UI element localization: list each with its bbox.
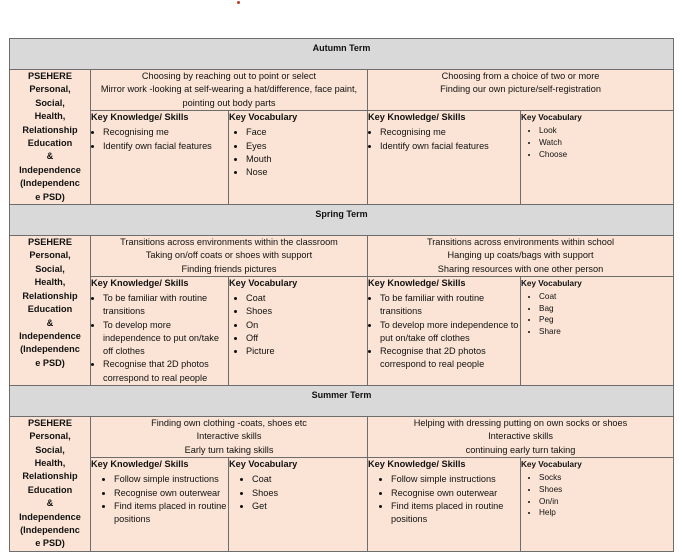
vocab-item: • Socks — [539, 472, 673, 484]
vocab-cell-left — [229, 277, 368, 385]
term-header-row — [10, 385, 674, 416]
vocab-item: • Coat — [252, 473, 367, 486]
vocab-heading: Key Vocabulary — [521, 113, 582, 123]
knowledge-item: • Recognise own outerwear — [391, 487, 520, 500]
term-header-row — [10, 205, 674, 236]
intro-text-left: Transitions across environments within the classroom Taking on/off coats or shoes with support Finding friends pictures — [91, 236, 368, 277]
vocab-item: • Get — [252, 500, 367, 513]
curriculum-table — [9, 38, 674, 552]
knowledge-heading: Key Knowledge/ Skills — [368, 278, 466, 289]
knowledge-cell-right — [368, 277, 521, 385]
knowledge-item: • Find items placed in routine positions — [114, 500, 228, 526]
vocab-item: • Off — [246, 332, 367, 345]
vocab-item: • Mouth — [246, 153, 367, 166]
knowledge-item: • Find items placed in routine positions — [391, 500, 520, 526]
vocab-item: • Eyes — [246, 140, 367, 153]
vocab-item: • Picture — [246, 345, 367, 358]
term-title: Summer Term — [10, 385, 674, 416]
vocab-item: • Look — [539, 125, 673, 137]
intro-text-right: Helping with dressing putting on own socks or shoes Interactive skills continuing early turn taking — [368, 416, 674, 458]
subject-label: PSEHERE Personal, Social, Health, Relationship Education & Independence (Independenc e PSD) — [10, 416, 91, 551]
vocab-heading: Key Vocabulary — [229, 112, 298, 123]
vocab-item: • Shoes — [539, 484, 673, 496]
vocab-item: • Peg — [539, 314, 673, 326]
knowledge-item: • To develop more independence to put on/take off clothes — [380, 319, 520, 345]
vocab-item: • Coat — [539, 291, 673, 303]
vocab-item: • Coat — [246, 292, 367, 305]
knowledge-cell-left — [91, 111, 229, 205]
vocab-heading: Key Vocabulary — [229, 278, 298, 289]
knowledge-cell-left — [91, 277, 229, 385]
knowledge-cell-left — [91, 458, 229, 551]
knowledge-item: • Follow simple instructions — [114, 473, 228, 486]
vocab-item: • Share — [539, 326, 673, 338]
vocab-item: • Watch — [539, 137, 673, 149]
vocab-cell-right — [521, 458, 674, 551]
detail-row — [10, 111, 674, 205]
knowledge-item: • Recognising me — [380, 126, 520, 139]
knowledge-item: • Recognise that 2D photos correspond to real people — [380, 345, 520, 371]
vocab-heading: Key Vocabulary — [521, 460, 582, 470]
knowledge-heading: Key Knowledge/ Skills — [91, 459, 189, 470]
vocab-item: • Shoes — [252, 487, 367, 500]
intro-text-left: Finding own clothing -coats, shoes etc Interactive skills Early turn taking skills — [91, 416, 368, 458]
knowledge-item: • To be familiar with routine transitions — [103, 292, 228, 318]
knowledge-item: • Recognise that 2D photos correspond to real people — [103, 358, 228, 384]
vocab-item: • Bag — [539, 303, 673, 315]
detail-row — [10, 458, 674, 551]
intro-text-right: Choosing from a choice of two or more Finding our own picture/self-registration — [368, 70, 674, 111]
intro-text-right: Transitions across environments within school Hanging up coats/bags with support Sharing resources with one other person — [368, 236, 674, 277]
intro-row — [10, 236, 674, 277]
knowledge-heading: Key Knowledge/ Skills — [91, 112, 189, 123]
knowledge-item: • Identify own facial features — [380, 140, 520, 153]
vocab-item: • Help — [539, 507, 673, 519]
knowledge-item: • Recognising me — [103, 126, 228, 139]
subject-label: PSEHERE Personal, Social, Health, Relationship Education & Independence (Independenc e PSD) — [10, 236, 91, 386]
vocab-cell-right — [521, 277, 674, 385]
knowledge-heading: Key Knowledge/ Skills — [368, 459, 466, 470]
vocab-cell-left — [229, 458, 368, 551]
term-title: Spring Term — [10, 205, 674, 236]
subject-label: PSEHERE Personal, Social, Health, Relationship Education & Independence (Independenc e PSD) — [10, 70, 91, 205]
knowledge-cell-right — [368, 111, 521, 205]
red-dot-marker — [237, 1, 240, 4]
knowledge-heading: Key Knowledge/ Skills — [91, 278, 189, 289]
knowledge-item: • Follow simple instructions — [391, 473, 520, 486]
vocab-item: • On/in — [539, 496, 673, 508]
knowledge-item: • Recognise own outerwear — [114, 487, 228, 500]
vocab-heading: Key Vocabulary — [229, 459, 298, 470]
detail-row — [10, 277, 674, 385]
vocab-item: • Shoes — [246, 305, 367, 318]
knowledge-item: • Identify own facial features — [103, 140, 228, 153]
vocab-heading: Key Vocabulary — [521, 279, 582, 289]
intro-row — [10, 70, 674, 111]
knowledge-cell-right — [368, 458, 521, 551]
term-header-row — [10, 39, 674, 70]
intro-row — [10, 416, 674, 458]
vocab-item: • Choose — [539, 149, 673, 161]
knowledge-item: • To develop more independence to put on/take off clothes — [103, 319, 228, 359]
vocab-cell-left — [229, 111, 368, 205]
vocab-item: • On — [246, 319, 367, 332]
vocab-cell-right — [521, 111, 674, 205]
knowledge-heading: Key Knowledge/ Skills — [368, 112, 466, 123]
knowledge-item: • To be familiar with routine transitions — [380, 292, 520, 318]
vocab-item: • Nose — [246, 166, 367, 179]
term-title: Autumn Term — [10, 39, 674, 70]
intro-text-left: Choosing by reaching out to point or select Mirror work -looking at self-wearing a hat/difference, face paint, pointing out body parts — [91, 70, 368, 111]
vocab-item: • Face — [246, 126, 367, 139]
